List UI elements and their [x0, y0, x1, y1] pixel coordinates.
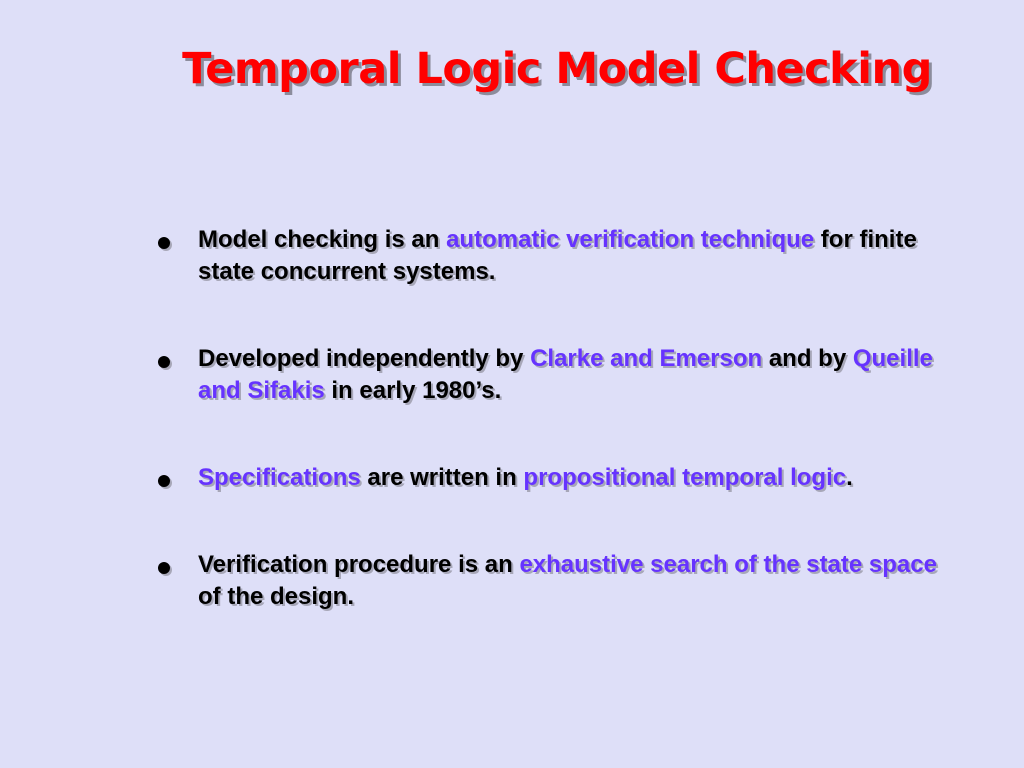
bullet-dot-icon	[158, 475, 170, 487]
highlighted-term: Specifications	[198, 464, 361, 491]
bullet-item	[158, 343, 938, 407]
bullet-dot-icon	[158, 237, 170, 249]
bullet-text: Model checking is an	[198, 226, 447, 253]
bullet-dot-icon	[158, 356, 170, 368]
highlighted-term: propositional temporal logic	[523, 464, 847, 491]
bullet-text: Verification procedure is an	[198, 551, 520, 578]
bullet-item	[158, 224, 938, 288]
highlighted-term: automatic verification technique	[446, 226, 815, 253]
bullet-text: Developed independently by	[198, 345, 531, 372]
bullet-text: .	[846, 464, 853, 491]
bullet-dot-icon	[158, 562, 170, 574]
highlighted-term: Queille and Sifakis	[198, 345, 933, 404]
slide-title: Temporal Logic Model Checking	[182, 44, 932, 94]
bullet-item	[158, 462, 938, 494]
highlighted-term: exhaustive search of the state space	[519, 551, 937, 578]
bullet-text: are written in	[360, 464, 524, 491]
bullet-text: and by	[762, 345, 853, 372]
bullet-list	[158, 224, 938, 668]
bullet-text: of the design.	[198, 583, 354, 610]
bullet-text: for finite state concurrent systems.	[198, 226, 917, 285]
bullet-text: in early 1980’s.	[324, 377, 502, 404]
highlighted-term: Clarke and Emerson	[530, 345, 763, 372]
bullet-item	[158, 549, 938, 613]
